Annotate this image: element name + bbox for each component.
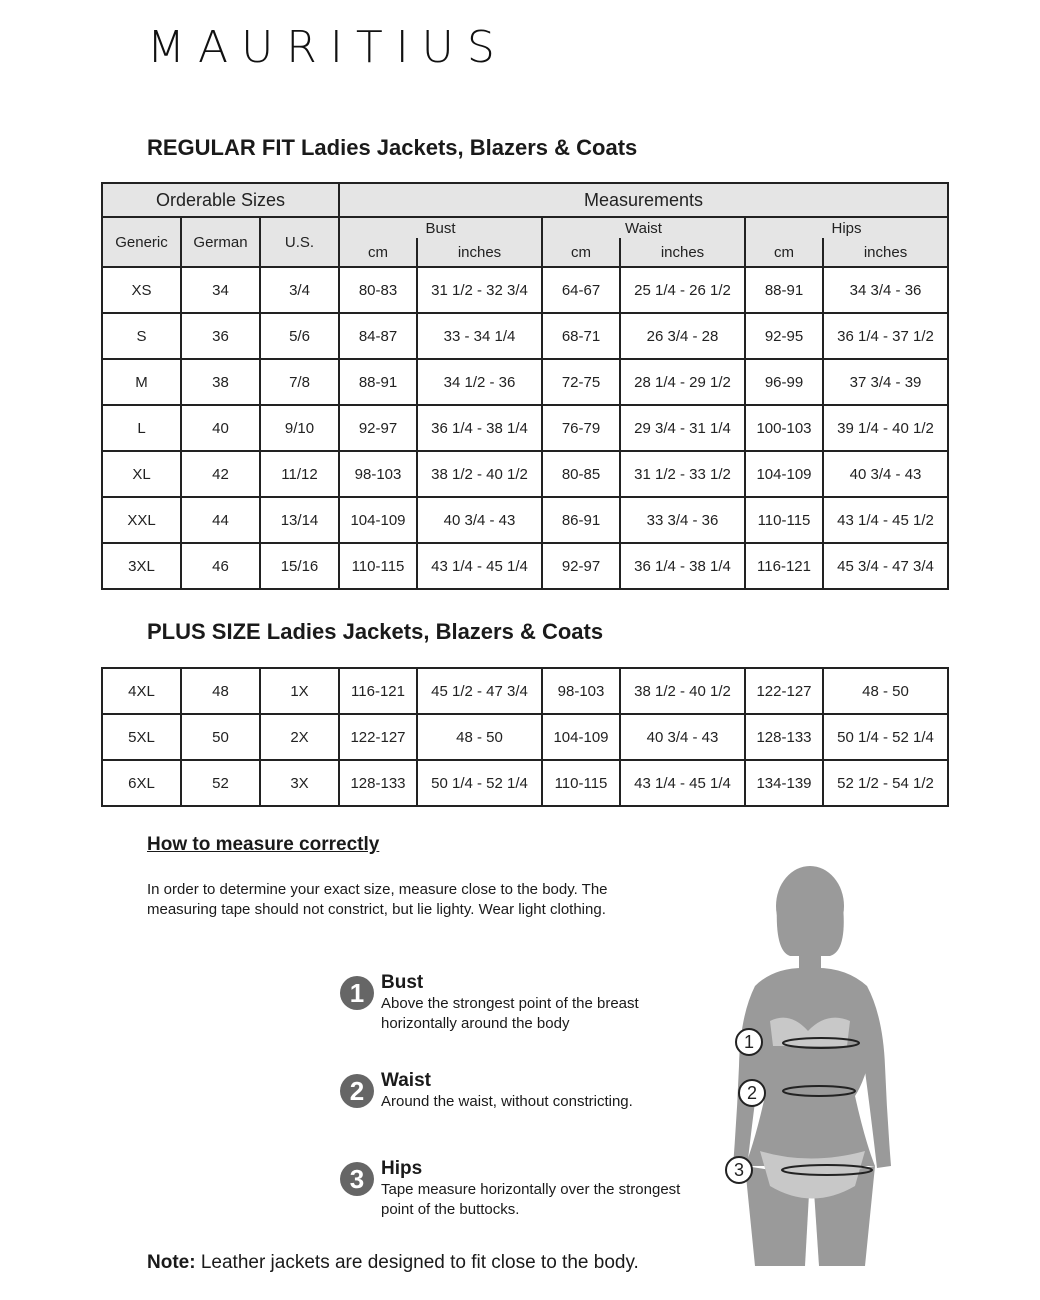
table-cell: 122-127 — [745, 668, 823, 714]
table-cell: 68-71 — [542, 313, 620, 359]
note-text: Leather jackets are designed to fit close to the body. — [195, 1252, 639, 1273]
table-cell: 92-95 — [745, 313, 823, 359]
regular-size-row — [102, 405, 948, 451]
table-cell: 5XL — [102, 714, 181, 760]
table-cell: 76-79 — [542, 405, 620, 451]
table-cell: 11/12 — [260, 451, 339, 497]
regular-size-row — [102, 451, 948, 497]
measurements-header: Measurements — [339, 183, 948, 217]
table-cell: XS — [102, 267, 181, 313]
table-cell: 88-91 — [339, 359, 417, 405]
table-cell: 34 1/2 - 36 — [417, 359, 542, 405]
german-header: German — [181, 217, 260, 267]
orderable-sizes-header: Orderable Sizes — [102, 183, 339, 217]
us-header: U.S. — [260, 217, 339, 267]
table-cell: M — [102, 359, 181, 405]
waist-cm-header: cm — [542, 238, 620, 267]
table-cell: 26 3/4 - 28 — [620, 313, 745, 359]
plus-size-row — [102, 714, 948, 760]
table-cell: 36 1/4 - 38 1/4 — [417, 405, 542, 451]
figure-marker-1: 1 — [743, 1032, 755, 1052]
table-cell: 104-109 — [542, 714, 620, 760]
regular-size-row — [102, 497, 948, 543]
hips-cm-header: cm — [745, 238, 823, 267]
table-cell: 50 — [181, 714, 260, 760]
table-cell: 43 1/4 - 45 1/4 — [620, 760, 745, 806]
table-cell: 52 1/2 - 54 1/2 — [823, 760, 948, 806]
plus-size-table — [101, 667, 949, 807]
table-cell: 38 — [181, 359, 260, 405]
plus-size-row — [102, 668, 948, 714]
step-title-bust: Bust — [381, 972, 424, 993]
table-cell: 40 — [181, 405, 260, 451]
table-cell: 64-67 — [542, 267, 620, 313]
howto-text: In order to determine your exact size, measure close to the body. The measuring tape should not constrict, but lie lighty. Wear light clothing. — [147, 881, 608, 918]
table-cell: 45 1/2 - 47 3/4 — [417, 668, 542, 714]
regular-fit-title: REGULAR FIT Ladies Jackets, Blazers & Coats — [147, 135, 638, 160]
step-title-waist: Waist — [381, 1070, 431, 1091]
table-cell: 98-103 — [542, 668, 620, 714]
table-cell: 5/6 — [260, 313, 339, 359]
table-cell: 110-115 — [339, 543, 417, 589]
note-label: Note: — [147, 1252, 196, 1273]
howto-title: How to measure correctly — [147, 834, 380, 855]
table-cell: 9/10 — [260, 405, 339, 451]
body-silhouette-figure — [715, 866, 915, 1266]
table-cell: 43 1/4 - 45 1/4 — [417, 543, 542, 589]
table-cell: 50 1/4 - 52 1/4 — [823, 714, 948, 760]
step-title-hips: Hips — [381, 1158, 423, 1179]
step-desc-waist: Around the waist, without constricting. — [381, 1093, 633, 1110]
step-desc-hips: Tape measure horizontally over the strongest point of the buttocks. — [381, 1181, 681, 1218]
hips-header: Hips — [745, 217, 948, 238]
table-cell: 80-85 — [542, 451, 620, 497]
regular-size-row — [102, 543, 948, 589]
table-cell: 80-83 — [339, 267, 417, 313]
table-cell: 33 3/4 - 36 — [620, 497, 745, 543]
table-cell: 110-115 — [745, 497, 823, 543]
table-cell: 44 — [181, 497, 260, 543]
table-cell: 6XL — [102, 760, 181, 806]
table-cell: S — [102, 313, 181, 359]
table-cell: 36 1/4 - 38 1/4 — [620, 543, 745, 589]
table-cell: 29 3/4 - 31 1/4 — [620, 405, 745, 451]
table-cell: 33 - 34 1/4 — [417, 313, 542, 359]
table-cell: 43 1/4 - 45 1/2 — [823, 497, 948, 543]
table-cell: 122-127 — [339, 714, 417, 760]
bust-inches-header: inches — [417, 238, 542, 267]
step-number-3: 3 — [340, 1162, 374, 1196]
table-cell: 104-109 — [745, 451, 823, 497]
table-cell: 34 — [181, 267, 260, 313]
brand-logo: MAURITIUS — [147, 22, 508, 73]
table-cell: 72-75 — [542, 359, 620, 405]
table-cell: 86-91 — [542, 497, 620, 543]
table-cell: 46 — [181, 543, 260, 589]
table-cell: 36 1/4 - 37 1/2 — [823, 313, 948, 359]
table-cell: 48 - 50 — [417, 714, 542, 760]
table-cell: 40 3/4 - 43 — [417, 497, 542, 543]
table-cell: 116-121 — [339, 668, 417, 714]
table-cell: 28 1/4 - 29 1/2 — [620, 359, 745, 405]
table-cell: 2X — [260, 714, 339, 760]
regular-size-row — [102, 267, 948, 313]
table-cell: 15/16 — [260, 543, 339, 589]
waist-header: Waist — [542, 217, 745, 238]
table-cell: 116-121 — [745, 543, 823, 589]
table-cell: 134-139 — [745, 760, 823, 806]
table-cell: 34 3/4 - 36 — [823, 267, 948, 313]
table-cell: 88-91 — [745, 267, 823, 313]
table-cell: 7/8 — [260, 359, 339, 405]
table-cell: 96-99 — [745, 359, 823, 405]
table-cell: 36 — [181, 313, 260, 359]
table-cell: 128-133 — [745, 714, 823, 760]
table-cell: 3X — [260, 760, 339, 806]
table-cell: 45 3/4 - 47 3/4 — [823, 543, 948, 589]
plus-size-title: PLUS SIZE Ladies Jackets, Blazers & Coats — [147, 619, 604, 644]
table-cell: XXL — [102, 497, 181, 543]
table-cell: 31 1/2 - 33 1/2 — [620, 451, 745, 497]
table-cell: 37 3/4 - 39 — [823, 359, 948, 405]
table-cell: 98-103 — [339, 451, 417, 497]
table-cell: 52 — [181, 760, 260, 806]
hips-inches-header: inches — [823, 238, 948, 267]
table-cell: 40 3/4 - 43 — [823, 451, 948, 497]
table-cell: 38 1/2 - 40 1/2 — [620, 668, 745, 714]
table-cell: 25 1/4 - 26 1/2 — [620, 267, 745, 313]
table-cell: 48 — [181, 668, 260, 714]
plus-size-row — [102, 760, 948, 806]
table-cell: 3XL — [102, 543, 181, 589]
table-cell: 38 1/2 - 40 1/2 — [417, 451, 542, 497]
table-cell: 42 — [181, 451, 260, 497]
table-cell: 50 1/4 - 52 1/4 — [417, 760, 542, 806]
table-cell: 84-87 — [339, 313, 417, 359]
generic-header: Generic — [102, 217, 181, 267]
figure-marker-2: 2 — [746, 1083, 758, 1103]
bust-cm-header: cm — [339, 238, 417, 267]
table-cell: 92-97 — [339, 405, 417, 451]
step-number-1: 1 — [340, 976, 374, 1010]
regular-size-table — [101, 182, 949, 590]
table-cell: 48 - 50 — [823, 668, 948, 714]
regular-size-row — [102, 359, 948, 405]
table-cell: 31 1/2 - 32 3/4 — [417, 267, 542, 313]
table-cell: L — [102, 405, 181, 451]
figure-marker-3: 3 — [733, 1160, 745, 1180]
bust-header: Bust — [339, 217, 542, 238]
table-cell: 1X — [260, 668, 339, 714]
table-cell: XL — [102, 451, 181, 497]
table-cell: 40 3/4 - 43 — [620, 714, 745, 760]
table-cell: 128-133 — [339, 760, 417, 806]
table-cell: 13/14 — [260, 497, 339, 543]
waist-inches-header: inches — [620, 238, 745, 267]
table-cell: 104-109 — [339, 497, 417, 543]
table-cell: 39 1/4 - 40 1/2 — [823, 405, 948, 451]
table-cell: 3/4 — [260, 267, 339, 313]
table-cell: 4XL — [102, 668, 181, 714]
table-cell: 92-97 — [542, 543, 620, 589]
step-desc-bust: Above the strongest point of the breast horizontally around the body — [381, 995, 639, 1032]
table-cell: 100-103 — [745, 405, 823, 451]
regular-size-row — [102, 313, 948, 359]
step-number-2: 2 — [340, 1074, 374, 1108]
table-cell: 110-115 — [542, 760, 620, 806]
leather-note — [147, 1252, 639, 1274]
